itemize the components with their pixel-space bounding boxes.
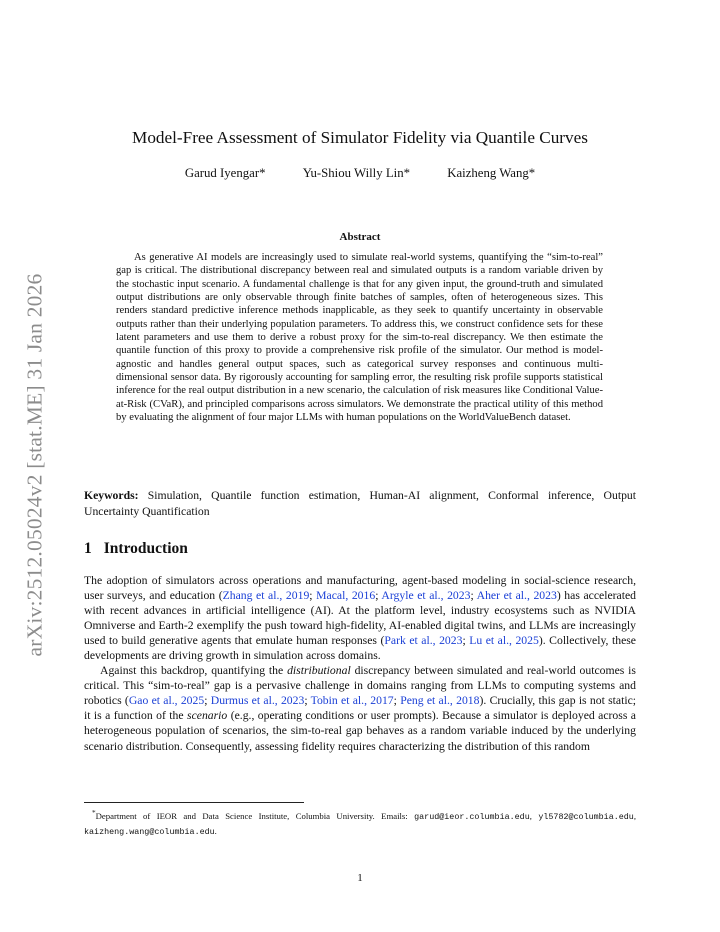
text-run: ; <box>462 634 470 648</box>
text-run: (e.g., operating conditions or user prompts). Because a simulator is deployed across a heterogeneous population of scenarios, the sim-to-real gap behaves as a random variable induced by the underlying scenario distribution. Consequently, assessing fidelity requires characterizing the distribution of this random <box>84 709 636 753</box>
emphasis: scenario <box>187 709 228 723</box>
email-2[interactable]: yl5782@columbia.edu <box>538 811 634 822</box>
intro-paragraph-2 <box>84 663 636 753</box>
citation-link[interactable]: Park et al., 2023 <box>384 634 463 648</box>
keywords-label: Keywords: <box>84 489 139 502</box>
citation-link[interactable]: Tobin et al., 2017 <box>310 694 394 708</box>
citation-link[interactable]: Argyle et al., 2023 <box>381 589 471 603</box>
email-1[interactable]: garud@ieor.columbia.edu <box>414 811 530 822</box>
author-1: Garud Iyengar* <box>184 166 266 180</box>
text-run: The adoption of simulators across operations and manufacturing, agent-based modeling in social-science research, user surveys, and education ( <box>84 574 636 603</box>
paper-title: Model-Free Assessment of Simulator Fidelity via Quantile Curves <box>132 128 588 147</box>
text-run: Against this backdrop, quantifying the <box>100 664 288 678</box>
keywords-text: Simulation, Quantile function estimation, Human-AI alignment, Conformal inference, Output Uncertainty Quantification <box>84 489 637 518</box>
section-title: Introduction <box>103 540 188 557</box>
abstract-heading: Abstract <box>339 231 381 243</box>
footnote <box>84 806 636 839</box>
text-run: ; <box>204 694 211 708</box>
citation-link[interactable]: Durmus et al., 2023 <box>210 694 305 708</box>
text-run: ; <box>304 694 311 708</box>
author-2: Yu-Shiou Willy Lin* <box>302 166 411 180</box>
citation-link[interactable]: Aher et al., 2023 <box>476 589 557 603</box>
citation-link[interactable]: Macal, 2016 <box>316 589 376 603</box>
author-list <box>0 166 720 181</box>
text-run: ; <box>470 589 477 603</box>
text-run: . <box>214 825 217 836</box>
citation-link[interactable]: Lu et al., 2025 <box>469 634 539 648</box>
emphasis: distributional <box>287 664 351 678</box>
author-3: Kaizheng Wang* <box>447 166 536 180</box>
footnote-text: Department of IEOR and Data Science Institute, Columbia University. Emails: <box>95 810 415 821</box>
footnote-rule <box>84 802 304 803</box>
text-run: , <box>529 810 539 821</box>
text-run: ) has accelerated with recent advances in artificial intelligence (AI). At the platform level, industry ecosystems such as NVIDIA Omniverse and Earth-2 exemplify the push toward high-fidelity, AI-enabled digital twins, and LLMs are increasingly used to build generative agents that emulate human responses ( <box>84 589 636 648</box>
arxiv-identifier <box>20 255 50 675</box>
footnote-mark: * <box>92 809 96 817</box>
section-heading <box>84 540 188 558</box>
intro-paragraph-1 <box>84 573 636 663</box>
email-3[interactable]: kaizheng.wang@columbia.edu <box>84 826 215 837</box>
arxiv-identifier-text: arXiv:2512.05024v2 [stat.ME] 31 Jan 2026 <box>22 273 47 657</box>
text-run: ; <box>375 589 382 603</box>
text-run: ). Crucially, this gap is not static; it is a function of the <box>84 694 637 723</box>
page-number: 1 <box>357 872 363 884</box>
keywords <box>84 488 636 519</box>
abstract-text: As generative AI models are increasingly used to simulate real-world systems, quantifying the “sim-to-real” gap is critical. The distributional discrepancy between real and simulated outputs is a random variable driven by the stochastic input scenario. A fundamental challenge is that for any given input, the ground-truth and simulated output distributions are only observable through finite batches of samples, often of heterogeneous sizes. This renders standard predictive inference methods inapplicable, as they seek to quantify uncertainty in observable outputs rather than their underlying population parameters. To address this, we construct confidence sets for these latent parameters and use them to derive a robust proxy for the sim-to-real discrepancy. We then estimate the quantile function of this proxy to provide a comprehensive risk profile of the simulator. Our method is model-agnostic and handles general output spaces, such as categorical survey responses and continuous multi-dimensional sensor data. By rigorously accounting for sampling error, the resulting risk profile supports statistical inference for the real output distribution in a new scenario, the calculation of risk measures like Conditional Value-at-Risk (CVaR), and principled comparisons across simulators. We demonstrate the practical utility of this method by evaluating the alignment of four major LLMs with human populations on the WorldValueBench dataset. <box>116 252 603 424</box>
text-run: ; <box>393 694 401 708</box>
text-run: ; <box>309 589 317 603</box>
body-text <box>84 573 636 754</box>
text-run: ). Collectively, these developments are driving growth in simulation across domains. <box>84 634 636 663</box>
section-number: 1 <box>84 540 92 557</box>
text-run: discrepancy between simulated and real-world outcomes is critical. This “sim-to-real” gap is a pervasive challenge in domains ranging from LLMs to computing systems and robotics ( <box>84 664 636 708</box>
text-run: , <box>633 810 637 821</box>
citation-link[interactable]: Peng et al., 2018 <box>400 694 480 708</box>
citation-link[interactable]: Zhang et al., 2019 <box>222 589 310 603</box>
citation-link[interactable]: Gao et al., 2025 <box>128 694 205 708</box>
